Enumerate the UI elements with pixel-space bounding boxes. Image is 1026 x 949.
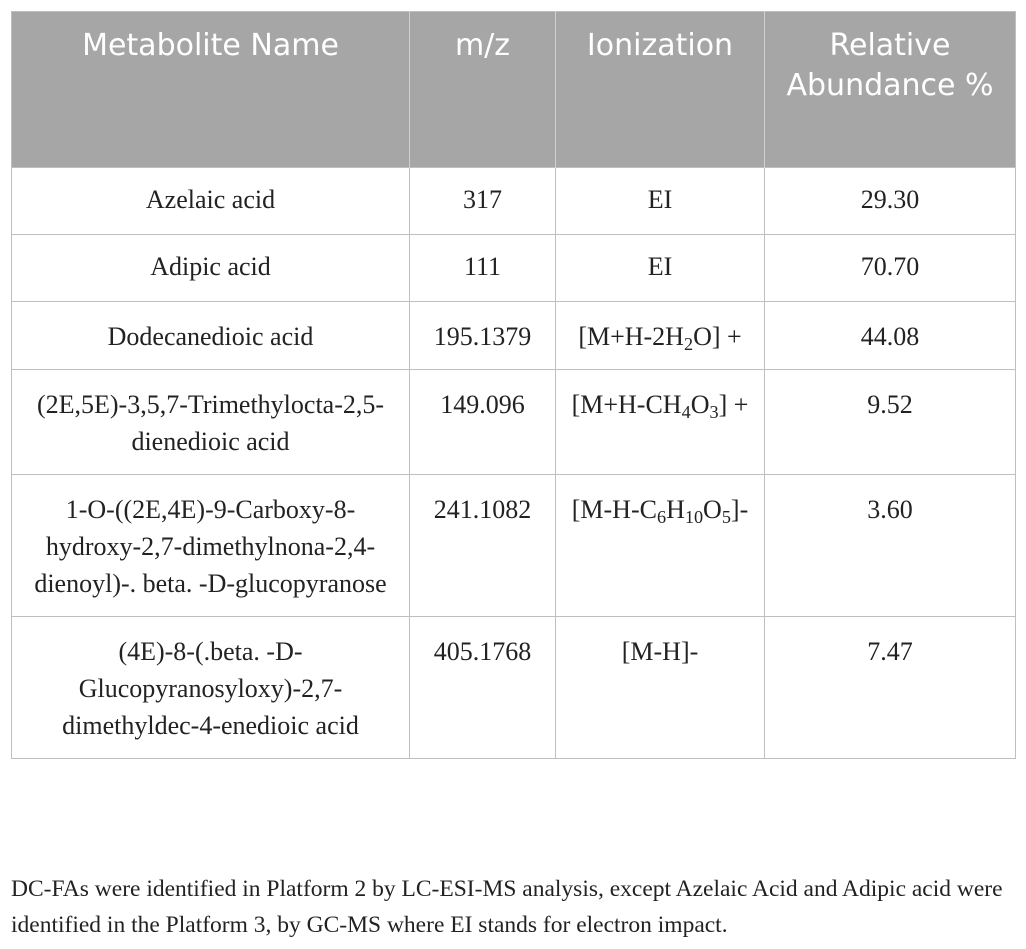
cell-abundance: 9.52 [765, 370, 1016, 475]
cell-abundance: 44.08 [765, 302, 1016, 370]
cell-name: Adipic acid [12, 235, 410, 302]
metabolite-table [11, 11, 1016, 759]
cell-abundance: 70.70 [765, 235, 1016, 302]
table-footnote: DC-FAs were identified in Platform 2 by LC-ESI-MS analysis, except Azelaic Acid and Adipic acid were identified in the Platform 3, by GC-MS where EI stands for electron impact. [11, 876, 1003, 938]
table-row [12, 302, 1016, 370]
cell-abundance: 29.30 [765, 168, 1016, 235]
table-row [12, 617, 1016, 759]
table-row [12, 235, 1016, 302]
cell-mz: 195.1379 [410, 302, 556, 370]
header-ionization: Ionization [556, 12, 765, 168]
cell-name: (4E)-8-(.beta. -D-Glucopyranosyloxy)-2,7-dimethyldec-4-enedioic acid [12, 617, 410, 759]
header-mz: m/z [410, 12, 556, 168]
cell-ionization: EI [556, 235, 765, 302]
header-relative-abundance: Relative Abundance % [765, 12, 1016, 168]
cell-name: (2E,5E)-3,5,7-Trimethylocta-2,5-dienedioic acid [12, 370, 410, 475]
table-row [12, 370, 1016, 475]
cell-mz: 149.096 [410, 370, 556, 475]
cell-mz: 241.1082 [410, 475, 556, 617]
table-row [12, 475, 1016, 617]
cell-abundance: 3.60 [765, 475, 1016, 617]
cell-name: Azelaic acid [12, 168, 410, 235]
header-row [12, 12, 1016, 168]
cell-mz: 405.1768 [410, 617, 556, 759]
metabolite-table-container [11, 11, 1015, 759]
cell-ionization: [M-H]- [556, 617, 765, 759]
cell-abundance: 7.47 [765, 617, 1016, 759]
cell-ionization: EI [556, 168, 765, 235]
cell-name: Dodecanedioic acid [12, 302, 410, 370]
cell-ionization: $[M-H-C_6H_{10}O_5]-$ [556, 475, 765, 617]
cell-mz: 317 [410, 168, 556, 235]
cell-name: 1-O-((2E,4E)-9-Carboxy-8-hydroxy-2,7-dimethylnona-2,4-dienoyl)-. beta. -D-glucopyranose [12, 475, 410, 617]
cell-ionization: $[M+H-CH_4O_3]$ + [556, 370, 765, 475]
cell-mz: 111 [410, 235, 556, 302]
table-row [12, 168, 1016, 235]
cell-ionization: $[M+H-2H_2O]$ + [556, 302, 765, 370]
header-metabolite-name: Metabolite Name [12, 12, 410, 168]
